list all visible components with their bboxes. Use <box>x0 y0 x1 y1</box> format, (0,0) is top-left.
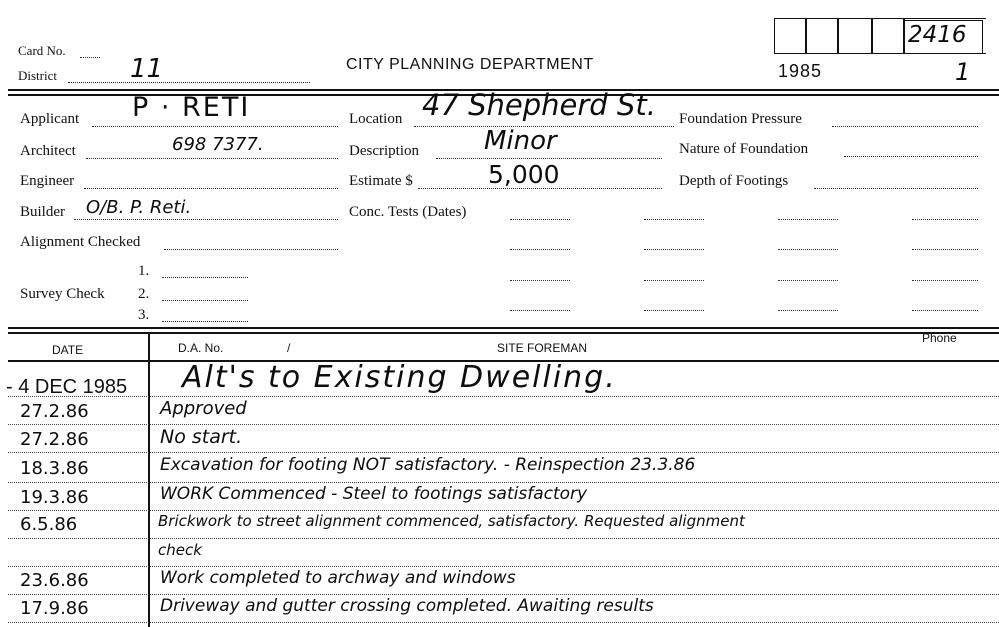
engineer-dots <box>84 188 338 189</box>
department-title: CITY PLANNING DEPARTMENT <box>346 56 594 73</box>
table-row-8-entry: Driveway and gutter crossing completed. Awaiting results <box>160 596 654 616</box>
description-value: Minor <box>484 126 557 156</box>
row-line <box>8 622 999 623</box>
conc-tests-label: Conc. Tests (Dates) <box>349 204 467 220</box>
nature-foundation-label: Nature of Foundation <box>679 141 809 157</box>
survey-item-2: 2. <box>138 286 150 302</box>
date-column-rule <box>148 334 150 627</box>
estimate-value: 5,000 <box>488 160 560 189</box>
row-line <box>8 538 999 539</box>
col-header-date: DATE <box>52 343 84 357</box>
table-row-4-date: 19.3.86 <box>20 487 89 508</box>
table-row-0-date-value: 4 DEC 1985 <box>18 376 128 398</box>
table-row-5-date: 6.5.86 <box>20 514 78 535</box>
builder-label: Builder <box>20 204 65 220</box>
applicant-value: P · RETI <box>132 92 251 123</box>
card-year: 1985 <box>778 61 823 81</box>
conc-dots-2b <box>644 249 704 250</box>
builder-value: O/B. P. Reti. <box>86 197 192 218</box>
row-line <box>8 424 999 425</box>
conc-dots-4b <box>644 310 704 311</box>
conc-dots-1a <box>510 219 570 220</box>
stamp-dash-mark: - <box>6 376 19 398</box>
conc-dots-2a <box>510 249 570 250</box>
description-label: Description <box>349 143 419 159</box>
table-row-6-entry: check <box>158 541 202 559</box>
row-line <box>8 396 999 397</box>
table-row-5-entry: Brickwork to street alignment commenced, satisfactory. Requested alignment <box>158 512 745 530</box>
table-divider-bottom <box>8 332 999 334</box>
col-header-phone: Phone <box>922 331 957 345</box>
table-row-7-date: 23.6.86 <box>20 570 89 591</box>
table-row-4-entry: WORK Commenced - Steel to footings satisfactory <box>160 484 588 504</box>
conc-dots-1b <box>644 219 704 220</box>
row-line <box>8 510 999 511</box>
table-row-2-entry: No start. <box>160 426 243 448</box>
col-header-site-foreman: SITE FOREMAN <box>497 341 588 355</box>
conc-dots-3c <box>778 280 838 281</box>
alignment-checked-label: Alignment Checked <box>20 234 141 250</box>
table-row-3-entry: Excavation for footing NOT satisfactory. - Reinspection 23.3.86 <box>160 455 696 475</box>
table-row-1-date: 27.2.86 <box>20 401 89 422</box>
table-row-2-date: 27.2.86 <box>20 429 89 450</box>
description-dots <box>436 158 662 159</box>
applicant-label: Applicant <box>20 111 80 127</box>
conc-dots-3d <box>912 280 978 281</box>
card-no-dots <box>80 57 100 58</box>
table-row-0-date <box>6 376 127 399</box>
architect-label: Architect <box>20 143 76 159</box>
survey-dots-3 <box>162 321 248 322</box>
card-no-label: Card No. <box>18 43 66 58</box>
col-header-slash: / <box>287 341 291 355</box>
row-line <box>8 566 999 567</box>
table-row-0-entry: Alt's to Existing Dwelling. <box>182 360 617 395</box>
table-row-7-entry: Work completed to archway and windows <box>160 568 516 588</box>
district-label: District <box>18 68 57 83</box>
conc-dots-4a <box>510 310 570 311</box>
row-line <box>8 482 999 483</box>
foundation-pressure-label: Foundation Pressure <box>679 111 802 127</box>
estimate-label: Estimate $ <box>349 173 413 189</box>
applicant-dots <box>92 126 338 127</box>
conc-dots-4d <box>912 310 978 311</box>
survey-item-1: 1. <box>138 263 150 279</box>
conc-dots-4c <box>778 310 838 311</box>
survey-item-3: 3. <box>138 307 150 323</box>
table-row-3-date: 18.3.86 <box>20 458 89 479</box>
survey-dots-2 <box>162 300 248 301</box>
builder-dots <box>74 219 338 220</box>
conc-dots-3b <box>644 280 704 281</box>
row-line <box>8 452 999 453</box>
depth-footings-label: Depth of Footings <box>679 173 789 189</box>
foundation-pressure-dots <box>832 126 978 127</box>
conc-dots-2d <box>912 249 978 250</box>
nature-foundation-dots <box>844 156 978 157</box>
conc-dots-3a <box>510 280 570 281</box>
architect-dots <box>86 158 338 159</box>
survey-dots-1 <box>162 277 248 278</box>
table-divider-top <box>8 327 999 329</box>
location-label: Location <box>349 111 403 127</box>
survey-check-label: Survey Check <box>20 286 105 302</box>
conc-dots-2c <box>778 249 838 250</box>
architect-value: 698 7377. <box>172 134 264 155</box>
col-header-da-no: D.A. No. <box>178 341 224 355</box>
table-row-1-entry: Approved <box>160 398 247 419</box>
card-sequence: 1 <box>955 58 971 86</box>
card-number: 2416 <box>908 22 967 48</box>
district-value: 11 <box>130 54 164 84</box>
row-line <box>8 594 999 595</box>
depth-footings-dots <box>814 188 978 189</box>
conc-dots-1c <box>778 219 838 220</box>
alignment-dots <box>164 249 338 250</box>
district-dots <box>68 82 310 83</box>
conc-dots-1d <box>912 219 978 220</box>
engineer-label: Engineer <box>20 173 75 189</box>
table-row-8-date: 17.9.86 <box>20 598 89 619</box>
location-value: 47 Shepherd St. <box>422 88 656 122</box>
